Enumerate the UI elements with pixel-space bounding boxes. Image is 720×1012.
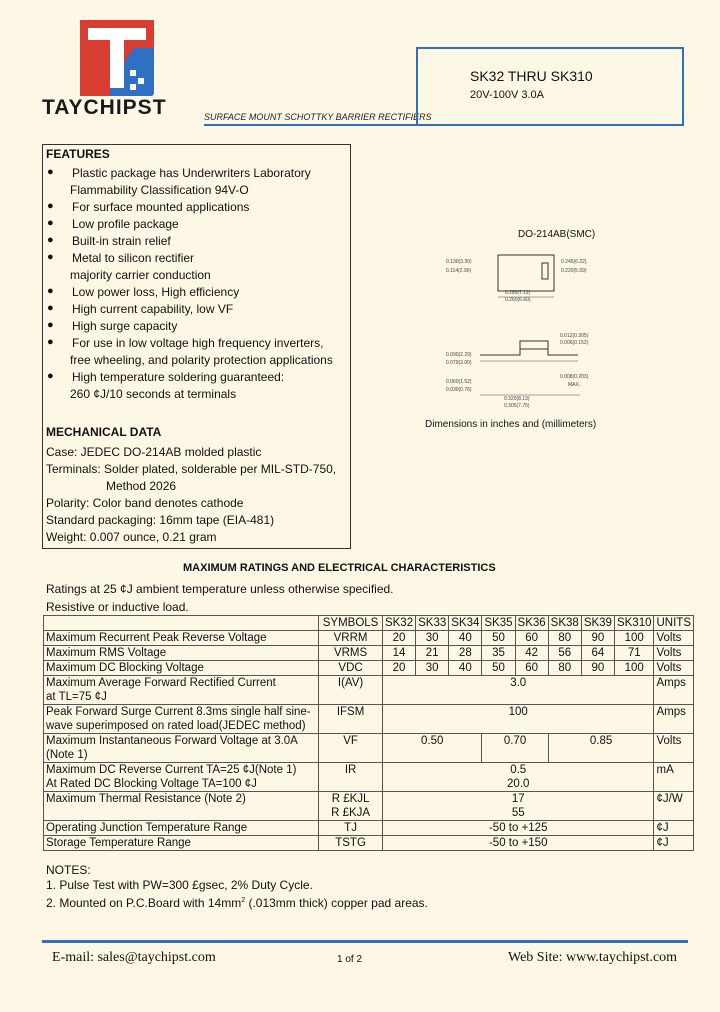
feature-item: High current capability, low VF bbox=[72, 302, 234, 316]
value-cell: 100 bbox=[614, 661, 654, 676]
param-label: Maximum DC Blocking Voltage bbox=[44, 661, 319, 676]
feature-item: Metal to silicon rectifier bbox=[72, 251, 195, 265]
note-1: 1. Pulse Test with PW=300 £gsec, 2% Duty Cycle. bbox=[46, 878, 313, 892]
bullet-icon: ● bbox=[47, 285, 54, 297]
package-name: DO-214AB(SMC) bbox=[518, 229, 596, 240]
value-cell: 40 bbox=[449, 661, 482, 676]
bullet-icon: ● bbox=[47, 302, 54, 314]
dim-f2: 0.030(0.76) bbox=[446, 387, 472, 393]
value-cell: 60 bbox=[515, 661, 548, 676]
value-cell: 60 bbox=[515, 631, 548, 646]
dim-g2: MAX. bbox=[568, 382, 581, 388]
dim-a1: 0.130(3.30) bbox=[446, 259, 472, 265]
dim-e1: 0.090(2.29) bbox=[446, 352, 472, 358]
mech-terminals: Terminals: Solder plated, solderable per MIL-STD-750, bbox=[46, 462, 337, 476]
dim-h2: 0.305(7.75) bbox=[504, 403, 530, 409]
symbol-cell: IR bbox=[319, 763, 383, 792]
table-header-cell: SK34 bbox=[449, 616, 482, 631]
symbol-cell: TSTG bbox=[319, 836, 383, 851]
value-cell: 3.0 bbox=[382, 676, 654, 705]
dim-d1: 0.012(0.305) bbox=[560, 333, 589, 339]
mech-polarity: Polarity: Color band denotes cathode bbox=[46, 496, 244, 510]
feature-item: majority carrier conduction bbox=[70, 268, 211, 282]
bullet-icon: ● bbox=[47, 166, 54, 178]
value-cell: 14 bbox=[382, 646, 415, 661]
param-label: Storage Temperature Range bbox=[44, 836, 319, 851]
dim-c1: 0.280(7.11) bbox=[505, 290, 531, 296]
features-heading: FEATURES bbox=[46, 147, 110, 161]
feature-item: Low profile package bbox=[72, 217, 179, 231]
symbol-cell: VRRM bbox=[319, 631, 383, 646]
unit-cell: Volts bbox=[654, 661, 694, 676]
table-header-cell: SK39 bbox=[581, 616, 614, 631]
value-cell: 28 bbox=[449, 646, 482, 661]
table-row bbox=[44, 821, 694, 836]
bullet-icon: ● bbox=[47, 336, 54, 348]
unit-cell: Volts bbox=[654, 631, 694, 646]
mech-case: Case: JEDEC DO-214AB molded plastic bbox=[46, 445, 262, 459]
value-cell: 80 bbox=[548, 661, 581, 676]
dim-c2: 0.260(6.60) bbox=[505, 297, 531, 303]
unit-cell: Amps bbox=[654, 705, 694, 734]
unit-cell: ¢J bbox=[654, 821, 694, 836]
feature-item: Built-in strain relief bbox=[72, 234, 171, 248]
value-cell: 35 bbox=[482, 646, 515, 661]
table-cell bbox=[44, 616, 319, 631]
param-label: Maximum Instantaneous Forward Voltage at 3.0A (Note 1) bbox=[44, 734, 319, 763]
value-cell: 0.5 20.0 bbox=[382, 763, 654, 792]
symbol-cell: IFSM bbox=[319, 705, 383, 734]
company-logo bbox=[80, 20, 154, 96]
value-cell: -50 to +125 bbox=[382, 821, 654, 836]
mech-packaging: Standard packaging: 16mm tape (EIA-481) bbox=[46, 513, 275, 527]
value-cell: 100 bbox=[382, 705, 654, 734]
table-row bbox=[44, 676, 694, 705]
dim-d2: 0.006(0.152) bbox=[560, 340, 589, 346]
value-cell: 0.70 bbox=[482, 734, 548, 763]
product-subtitle: SURFACE MOUNT SCHOTTKY BARRIER RECTIFIERS bbox=[204, 112, 432, 122]
brand-name: TAYCHIPST bbox=[42, 96, 167, 119]
feature-item: High temperature soldering guaranteed: bbox=[72, 370, 285, 384]
feature-item: free wheeling, and polarity protection applications bbox=[70, 353, 333, 367]
bullet-icon: ● bbox=[47, 319, 54, 331]
bullet-icon: ● bbox=[47, 200, 54, 212]
footer-website[interactable]: Web Site: www.taychipst.com bbox=[508, 950, 678, 965]
feature-item: 260 ¢J/10 seconds at terminals bbox=[70, 387, 237, 401]
table-header-cell: SK33 bbox=[416, 616, 449, 631]
dim-b1: 0.245(6.22) bbox=[561, 259, 587, 265]
feature-item: Plastic package has Underwriters Laboratory bbox=[72, 166, 311, 180]
part-title-box bbox=[416, 47, 684, 126]
table-header-cell: SYMBOLS bbox=[319, 616, 383, 631]
symbol-cell: VRMS bbox=[319, 646, 383, 661]
bullet-icon: ● bbox=[47, 251, 54, 263]
unit-cell: Amps bbox=[654, 676, 694, 705]
table-row bbox=[44, 646, 694, 661]
table-header-cell: UNITS bbox=[654, 616, 694, 631]
value-cell: 90 bbox=[581, 661, 614, 676]
header-rule bbox=[204, 124, 416, 126]
feature-item: For use in low voltage high frequency inverters, bbox=[72, 336, 324, 350]
table-header-cell: SK38 bbox=[548, 616, 581, 631]
note-2: 2. Mounted on P.C.Board with $14mm^2$ (.013mm thick) copper pad areas. bbox=[46, 896, 428, 910]
value-cell: 30 bbox=[416, 661, 449, 676]
value-cell: -50 to +150 bbox=[382, 836, 654, 851]
dim-f1: 0.060(1.52) bbox=[446, 379, 472, 385]
value-cell: 71 bbox=[614, 646, 654, 661]
table-header-cell: SK35 bbox=[482, 616, 515, 631]
diagram-caption: Dimensions in inches and (millimeters) bbox=[425, 419, 597, 430]
value-cell: 30 bbox=[416, 631, 449, 646]
param-label: Maximum DC Reverse Current TA=25 ¢J(Note 1) At Rated DC Blocking Voltage TA=100 ¢J bbox=[44, 763, 319, 792]
param-label: Maximum Average Forward Rectified Current at TL=75 ¢J bbox=[44, 676, 319, 705]
value-cell: 20 bbox=[382, 631, 415, 646]
dim-h1: 0.320(8.13) bbox=[504, 396, 530, 402]
value-cell: 0.50 bbox=[382, 734, 481, 763]
mechanical-heading: MECHANICAL DATA bbox=[46, 425, 162, 439]
feature-item: For surface mounted applications bbox=[72, 200, 250, 214]
unit-cell: Volts bbox=[654, 734, 694, 763]
param-label: Maximum Recurrent Peak Reverse Voltage bbox=[44, 631, 319, 646]
dim-g1: 0.008(0.203) bbox=[560, 374, 589, 380]
value-cell: 100 bbox=[614, 631, 654, 646]
mech-method: Method 2026 bbox=[106, 479, 177, 493]
value-cell: 20 bbox=[382, 661, 415, 676]
ratings-table bbox=[43, 615, 694, 851]
ratings-note-load: Resistive or inductive load. bbox=[46, 600, 189, 614]
table-row bbox=[44, 631, 694, 646]
features-box bbox=[42, 144, 351, 549]
value-cell: 21 bbox=[416, 646, 449, 661]
symbol-cell: R £KJL R £KJA bbox=[319, 792, 383, 821]
table-row bbox=[44, 705, 694, 734]
table-row bbox=[44, 836, 694, 851]
ratings-note-ambient: Ratings at 25 ¢J ambient temperature unless otherwise specified. bbox=[46, 582, 394, 596]
param-label: Operating Junction Temperature Range bbox=[44, 821, 319, 836]
mech-weight: Weight: 0.007 ounce, 0.21 gram bbox=[46, 530, 217, 544]
symbol-cell: VF bbox=[319, 734, 383, 763]
param-label: Maximum RMS Voltage bbox=[44, 646, 319, 661]
value-cell: 0.85 bbox=[548, 734, 654, 763]
feature-item: Low power loss, High efficiency bbox=[72, 285, 240, 299]
value-cell: 17 55 bbox=[382, 792, 654, 821]
notes-heading: NOTES: bbox=[46, 863, 91, 877]
param-label: Maximum Thermal Resistance (Note 2) bbox=[44, 792, 319, 821]
dim-a2: 0.114(2.90) bbox=[446, 268, 472, 274]
symbol-cell: VDC bbox=[319, 661, 383, 676]
value-cell: 80 bbox=[548, 631, 581, 646]
unit-cell: mA bbox=[654, 763, 694, 792]
footer-rule bbox=[42, 940, 688, 943]
table-row bbox=[44, 763, 694, 792]
value-cell: 50 bbox=[482, 661, 515, 676]
ratings-title: MAXIMUM RATINGS AND ELECTRICAL CHARACTERISTICS bbox=[183, 562, 496, 574]
table-row bbox=[44, 661, 694, 676]
table-row bbox=[44, 792, 694, 821]
value-cell: 42 bbox=[515, 646, 548, 661]
param-label: Peak Forward Surge Current 8.3ms single half sine- wave superimposed on rated load(JEDEC method) bbox=[44, 705, 319, 734]
value-cell: 90 bbox=[581, 631, 614, 646]
part-rating: 20V-100V 3.0A bbox=[470, 89, 545, 101]
unit-cell: ¢J bbox=[654, 836, 694, 851]
feature-item: High surge capacity bbox=[72, 319, 178, 333]
value-cell: 50 bbox=[482, 631, 515, 646]
part-range: SK32 THRU SK310 bbox=[470, 68, 593, 84]
bullet-icon: ● bbox=[47, 217, 54, 229]
table-row bbox=[44, 734, 694, 763]
unit-cell: ¢J/W bbox=[654, 792, 694, 821]
table-header-cell: SK36 bbox=[515, 616, 548, 631]
table-header-cell: SK310 bbox=[614, 616, 654, 631]
symbol-cell: TJ bbox=[319, 821, 383, 836]
bullet-icon: ● bbox=[47, 234, 54, 246]
footer-page: 1 of 2 bbox=[337, 954, 363, 965]
symbol-cell: I(AV) bbox=[319, 676, 383, 705]
table-header-cell: SK32 bbox=[382, 616, 415, 631]
footer-email[interactable]: E-mail: sales@taychipst.com bbox=[52, 950, 216, 965]
feature-item: Flammability Classification 94V-O bbox=[70, 183, 249, 197]
unit-cell: Volts bbox=[654, 646, 694, 661]
table-header-row bbox=[44, 616, 694, 631]
dim-b2: 0.220(5.59) bbox=[561, 268, 587, 274]
value-cell: 56 bbox=[548, 646, 581, 661]
value-cell: 40 bbox=[449, 631, 482, 646]
dim-e2: 0.079(2.00) bbox=[446, 360, 472, 366]
bullet-icon: ● bbox=[47, 370, 54, 382]
value-cell: 64 bbox=[581, 646, 614, 661]
